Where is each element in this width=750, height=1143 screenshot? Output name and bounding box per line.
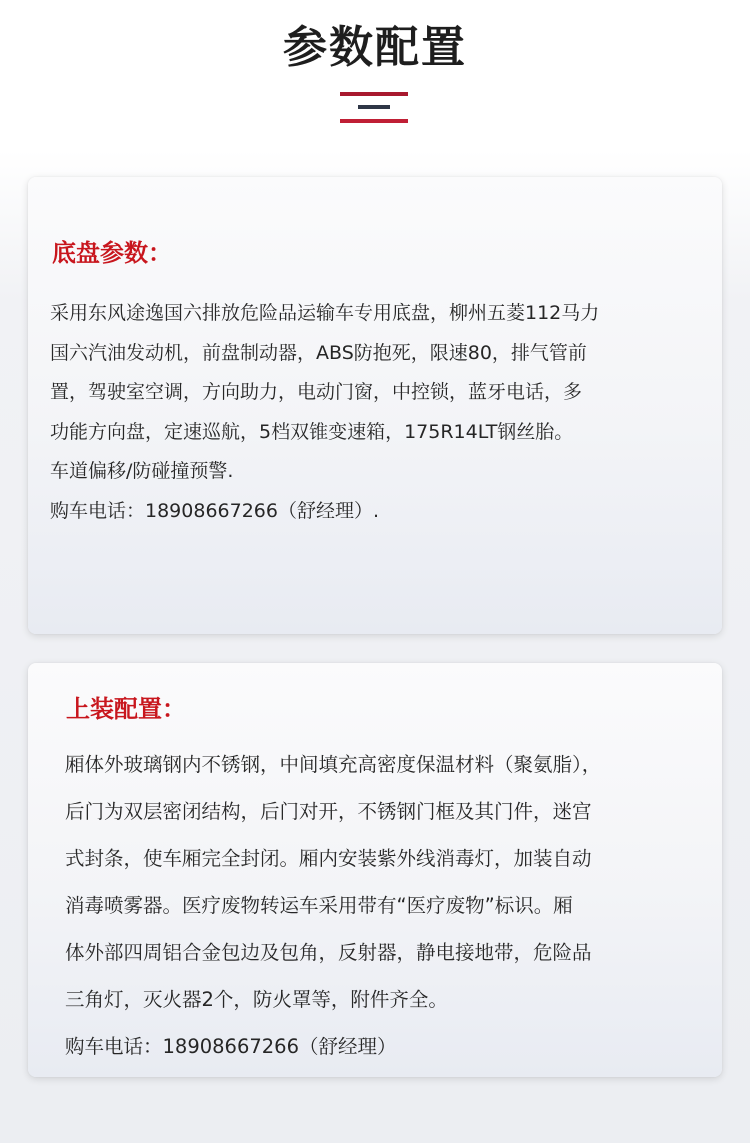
chassis-line: 国六汽油发动机，前盘制动器，ABS防抱死，限速80，排气管前	[50, 341, 587, 364]
chassis-phone: 购车电话：18908667266（舒经理）.	[50, 499, 380, 522]
title-decoration-bar-bottom	[340, 119, 408, 123]
title-decoration-bar-middle	[358, 105, 390, 109]
body-config-line: 体外部四周铝合金包边及包角，反射器，静电接地带，危险品	[65, 941, 592, 964]
body-config-phone: 购车电话：18908667266（舒经理）	[65, 1035, 397, 1058]
body-config-line: 三角灯，灭火器2个，防火罩等，附件齐全。	[65, 988, 448, 1011]
body-config-line: 消毒喷雾器。医疗废物转运车采用带有“医疗废物”标识。厢	[65, 894, 573, 917]
body-config-line: 式封条，使车厢完全封闭。厢内安装紫外线消毒灯，加装自动	[65, 847, 592, 870]
chassis-card	[28, 177, 722, 634]
body-config-text	[65, 741, 715, 1070]
title-decoration-bar-top	[340, 92, 408, 96]
body-config-line: 后门为双层密闭结构，后门对开，不锈钢门框及其门件，迷宫	[65, 800, 592, 823]
body-config-heading: 上装配置：	[66, 695, 186, 723]
body-config-line: 厢体外玻璃钢内不锈钢，中间填充高密度保温材料（聚氨脂），	[65, 753, 602, 776]
title-decoration	[340, 92, 408, 126]
chassis-line: 功能方向盘，定速巡航，5档双锥变速箱，175R14LT钢丝胎。	[50, 420, 574, 443]
chassis-line: 置，驾驶室空调，方向助力，电动门窗，中控锁，蓝牙电话，多	[50, 381, 583, 403]
chassis-heading: 底盘参数：	[52, 239, 172, 267]
chassis-line: 采用东风途逸国六排放危险品运输车专用底盘，柳州五菱112马力	[50, 302, 600, 324]
chassis-line: 车道偏移/防碰撞预警.	[50, 460, 234, 482]
chassis-text	[50, 294, 710, 531]
page-title: 参数配置	[283, 22, 467, 73]
body-config-card	[28, 663, 722, 1077]
